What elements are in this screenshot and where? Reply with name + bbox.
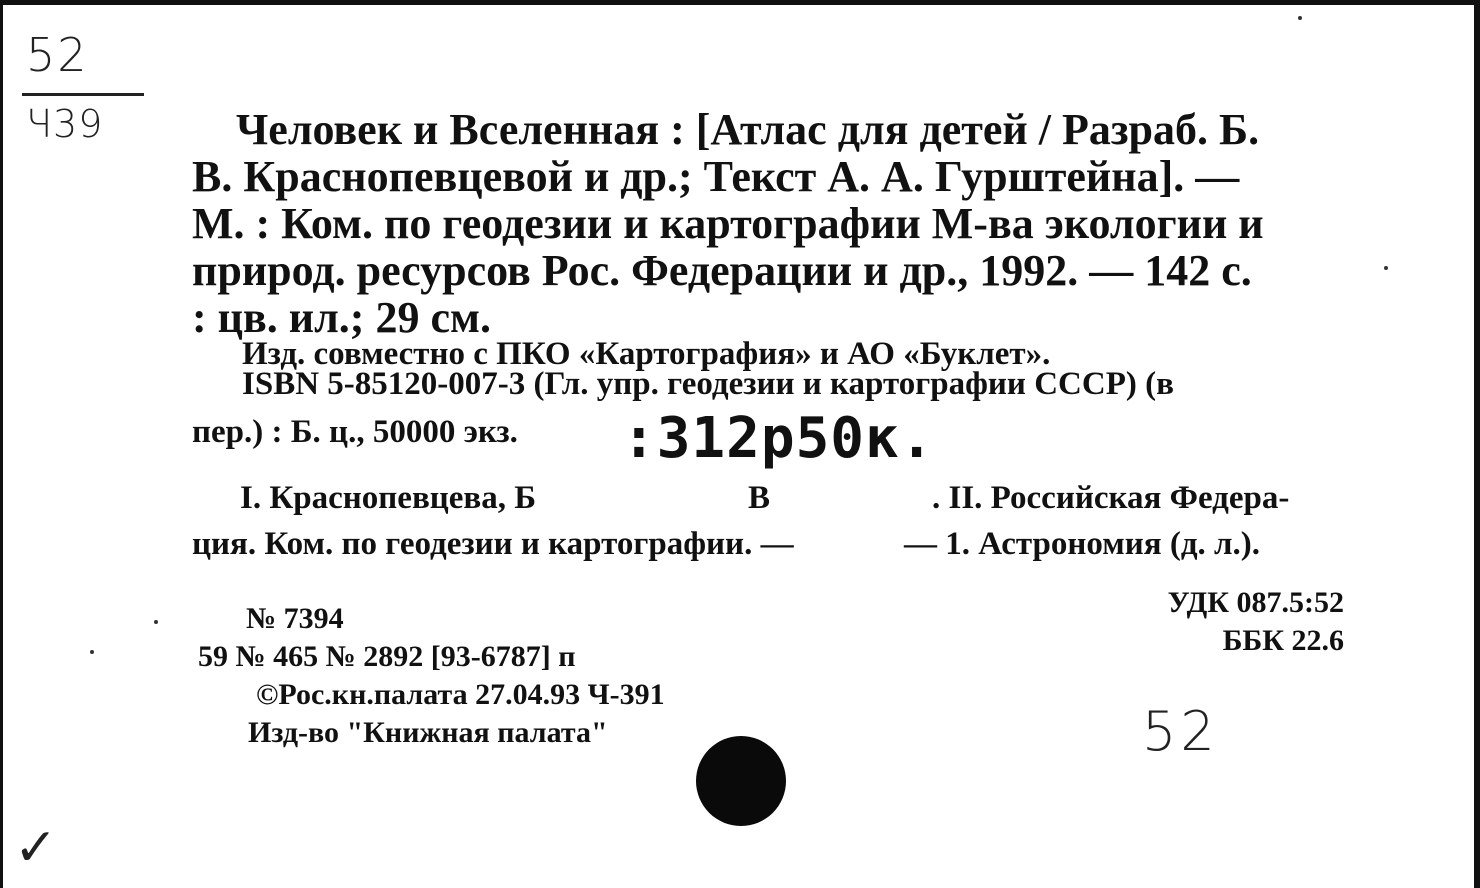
batch-info: 59 № 465 № 2892 [93-6787] п [198, 640, 576, 673]
card-border-right [1474, 0, 1480, 888]
handwritten-corner-mark: 52 [1142, 700, 1219, 763]
publication-note: Изд. совместно с ПКО «Картография» и АО «Буклет». [242, 336, 1051, 372]
title-line: В. Краснопевцевой и др.; Текст А. А. Гурштейна]. — [192, 152, 1240, 201]
bibliographic-description [192, 106, 1342, 341]
isbn-line: пер.) : Б. ц., 50000 экз. [192, 414, 518, 450]
tracing-subject: . II. Российская Федера- [932, 480, 1290, 516]
tracing-initial: В [748, 480, 771, 516]
price-stamp: :312р50к. [622, 406, 935, 471]
tracing-row [192, 475, 1342, 521]
shelf-underline [22, 93, 144, 96]
punch-hole [696, 736, 786, 826]
tracing-subject-2: — 1. Астрономия (д. л.). [904, 526, 1261, 562]
publisher-line: Изд-во "Книжная палата" [248, 716, 608, 749]
check-mark-icon: ✓ [14, 818, 58, 878]
card-border-left [0, 0, 3, 888]
tracings [192, 475, 1342, 567]
isbn-line: ISBN 5-85120-007-3 (Гл. упр. геодезии и картографии СССР) (в [242, 366, 1174, 402]
speck [1298, 16, 1302, 20]
print-info [198, 600, 665, 752]
bbk-code: ББК 22.6 [1222, 624, 1344, 657]
title-line: М. : Ком. по геодезии и картографии М-ва экологии и [192, 199, 1264, 248]
classification [1168, 584, 1344, 660]
handwritten-shelf-number: 52 [26, 28, 89, 82]
udk-code: УДК 087.5:52 [1167, 586, 1344, 619]
card-border-top [0, 0, 1480, 5]
title-line: Человек и Вселенная : [Атлас для детей / Разраб. Б. [236, 105, 1260, 154]
title-line: природ. ресурсов Рос. Федерации и др., 1992. — 142 с. [192, 246, 1252, 295]
tracing-org: ция. Ком. по геодезии и картографии. — [192, 526, 794, 562]
title-line: : цв. ил.; 29 см. [192, 293, 491, 342]
speck [1384, 266, 1388, 270]
handwritten-author-mark: Ч39 [26, 102, 104, 146]
order-number: № 7394 [246, 602, 344, 635]
speck [90, 650, 94, 654]
tracing-author: I. Краснопевцева, Б [240, 480, 537, 516]
tracing-row [192, 521, 1342, 567]
copyright-line: ©Рос.кн.палата 27.04.93 Ч-391 [256, 678, 665, 711]
speck [154, 620, 158, 624]
